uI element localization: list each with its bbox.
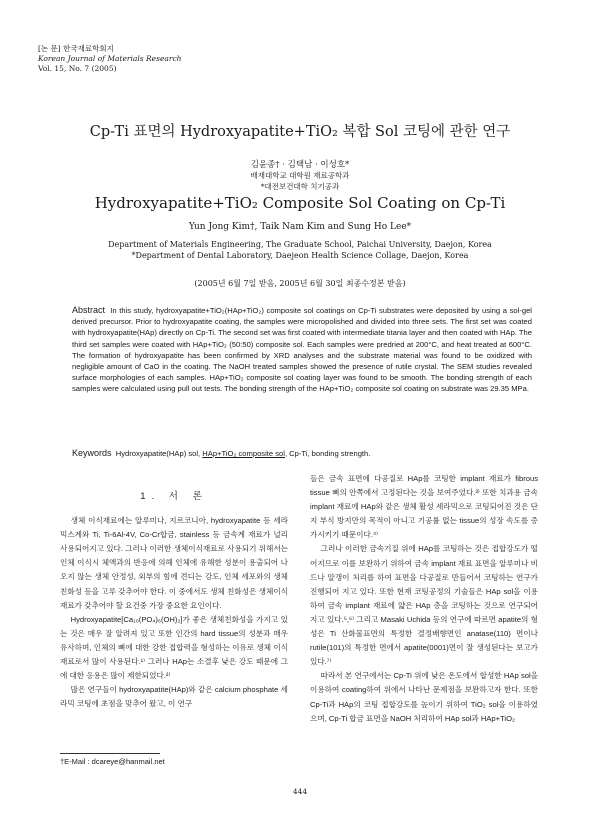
- affiliation-en-1: Department of Materials Engineering, The Graduate School, Paichai University, Daejon, Korea: [108, 240, 492, 249]
- paragraph: 들은 금속 표면에 다공질로 HAp를 코팅한 implant 재료가 fibrous tissue 뼈의 안쪽에서 고정된다는 것을 보여주었다.³⁾ 또한 치과용 금속 implant 재료에 HAp와 같은 생체 활성 세라믹으로 코팅되어진 것은 단지 부식 방지만의 목적이 아니고 기공률 없는 tissue의 성장 속도를 증가시키기 때문이다.⁴⁾: [310, 474, 538, 540]
- authors-en: Yun Jong Kim†, Taik Nam Kim and Sung Ho Lee*: [188, 222, 412, 232]
- affiliations-en: [0, 239, 600, 261]
- keyword-composite-sol: HAp+TiO₂ composite sol: [202, 449, 285, 458]
- journal-header: [38, 44, 181, 74]
- abstract: [72, 305, 532, 395]
- journal-volume: Vol. 15, No. 7 (2005): [38, 64, 117, 73]
- keywords-label: Keywords: [72, 448, 112, 458]
- authors-kr: 김윤종† · 김택남 · 이성호*: [250, 160, 350, 170]
- body-column-left: [60, 490, 288, 711]
- paper-title-kr: Cp-Ti 표면의 Hydroxyapatite+TiO₂ 복합 Sol 코팅에 관한 연구: [89, 124, 511, 140]
- affiliation-kr-1: 배재대학교 대학원 재료공학과: [250, 171, 350, 180]
- paragraph: 따라서 본 연구에서는 Cp-Ti 위에 낮은 온도에서 합성한 HAp sol을 이용하여 coating하여 위에서 나타난 문제점을 보완하고자 한다. 또한 Cp-Ti과 HAp의 코팅 접합강도를 높이기 위하여 TiO₂ sol을 이용하였으며, Cp-Ti 합금 표면을 NaOH 처리하여 HAp sol과 HAp+TiO₂: [310, 671, 538, 723]
- paragraph: Hydroxyapatite[Ca₁₀(PO₄)₆(OH)₂]가 좋은 생체친화성을 가지고 있는 것은 매우 잘 알려져 있고 또한 인간의 hard tissue의 성분과 매우 유사하며, 인체의 뼈에 대한 강한 접합력을 형성하는 이유로 생체 이식 재료로서 많이 사용된다.¹⁾ 그러나 HAp는 소결후 낮은 강도 때문에 그에 대한 응용은 많이 제한되었다.²⁾: [60, 614, 288, 681]
- paper-title-en: Hydroxyapatite+TiO₂ Composite Sol Coating on Cp-Ti: [94, 194, 506, 212]
- abstract-text: In this study, hydroxyapatite+TiO₂(HAp+TiO₂) composite sol coatings on Cp-Ti substrates were deposited by using a sol-gel derived precursor. Prior to hydroxyapatite coating, the samples were micropolished and divided into three sets. The first set was coated with hydroxyapatite(HAp) directly on Cp-Ti. The second set was first coated with intermediate titania layer and then coated with HAp. The third set samples were coated with HAp+TiO₂ (50:50) composite sol. Each samples were predried at 200°C, and heat treated at 600°C. The formation of hydroxyapatite has been confirmed by XRD analyses and the substrate material was found to be oxidized with negligible amount of CaO in the coating. The NaOH treated samples showed the presence of rutile crystal. The SEM studies revealed surface morphologies of each samples. HAp+TiO₂ composite sol coating layer was found to be smooth. The bonding strength of each samples were calculated using pull out tests. The bonding strength of the HAp+TiO₂ composite sol coating on substrate was 29.35 MPa.: [72, 306, 532, 394]
- page-number: 444: [292, 787, 308, 796]
- affiliation-kr-2: *대전보건대학 치기공과: [260, 182, 340, 191]
- journal-name-kr: [논 문] 한국재료학회지: [38, 44, 114, 53]
- keywords: [72, 448, 532, 458]
- keyword-hap-sol: Hydroxyapatite(HAp) sol,: [115, 449, 201, 458]
- received-dates: (2005년 6월 7일 받음, 2005년 6월 30일 최종수정본 받음): [194, 279, 406, 288]
- paragraph: 그러나 이러한 금속기질 위에 HAp를 코팅하는 것은 접합강도가 떨어지므로 이를 보완하기 위하여 금속 implant 재료 표면을 알루미나 비드나 알갱이 처리를 하여 표면을 다공질로 만들어서 코팅하는 연구가 진행되어 지고 있다. 또한 현재 코팅공정의 기술들은 HAp sol을 이용하여 금속 implant 재료에 얇은 HAp 층을 코팅하는 것으로 연구되어 지고 있다.⁵,⁶⁾ 그리고 Masaki Uchida 등의 연구에 따르면 apatite의 형성은 Ti 산화물표면의 특정한 결정배향면인 anatase(110) 면이나 rutile(101)의 특정한 면에서 apatite(0001)면이 잘 생성된다는 보고가 있다.⁷⁾: [310, 544, 538, 667]
- footnote-divider: [60, 753, 160, 754]
- paragraph: 생체 이식재료에는 알루미나, 지르코니아, hydroxyapatite 등 세라믹스계와 Ti, Ti-6Al-4V, Co-Cr합금, stainless 등 금속계 재료가 널리 사용되어지고 있다. 그러나 이러한 생체이식재료로 사용되기 위해서는 인체 이식시 체액과의 반응에 의해 인체에 유해한 성분이 용출되어 나오지 않는 생체 안정성, 외부의 힘에 견디는 강도, 인체 세포와의 생체친화성 등을 고루 갖추어야 한다. 이 중에서도 생체 친화성은 생체이식재료가 갖추어야 할 요건중 가장 중요한 요인이다.: [60, 516, 288, 610]
- body-column-right: [310, 472, 538, 726]
- section-heading-introduction: 1. 서 론: [140, 491, 208, 502]
- affiliation-en-2: *Department of Dental Laboratory, Daejeon Health Science Collage, Daejon, Korea: [131, 251, 469, 260]
- footnote-email: †E-Mail : dcareye@hanmail.net: [60, 757, 165, 766]
- abstract-label: Abstract: [72, 305, 106, 315]
- keyword-rest: , Cp-Ti, bonding strength.: [284, 449, 371, 458]
- affiliations-kr: [0, 170, 600, 192]
- paragraph: 많은 연구들이 hydroxyapatite(HAp)와 같은 calcium phosphate 세라믹 코팅에 초점을 맞추어 왔고, 이 연구: [60, 685, 288, 709]
- journal-name-en: Korean Journal of Materials Research: [38, 54, 182, 63]
